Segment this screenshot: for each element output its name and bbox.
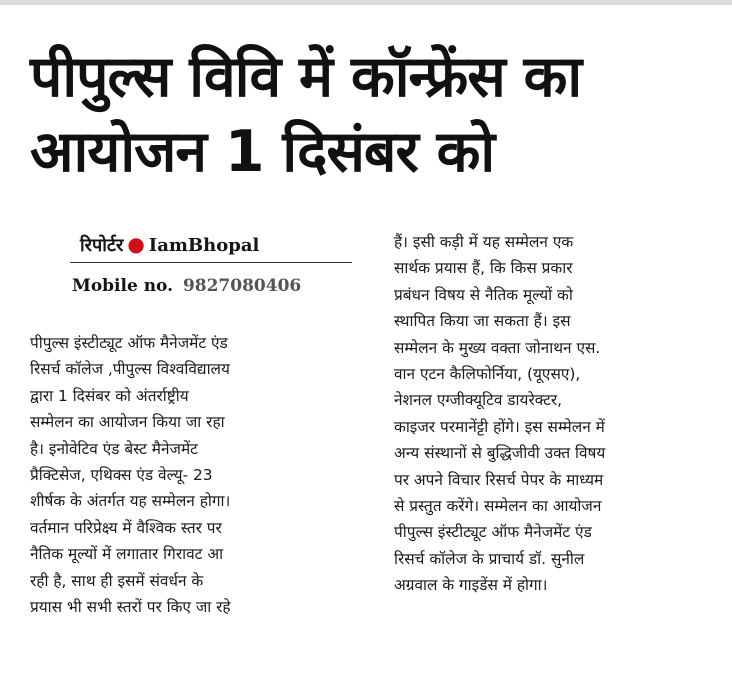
page-top-border: [0, 0, 732, 5]
text-line: शीर्षक के अंतर्गत यह सम्मेलन होगा।: [30, 492, 231, 511]
text-line: सार्थक प्रयास हैं, कि किस प्रकार: [394, 259, 573, 278]
text-line: वर्तमान परिप्रेक्ष्य में वैश्विक स्तर पर: [30, 518, 222, 537]
text-line: प्रैक्टिसेज, एथिक्स एंड वेल्यू- 23: [30, 466, 213, 485]
headline-line-1: पीपुल्स विवि में कॉन्फ्रेंस का: [30, 44, 582, 110]
headline: [30, 40, 720, 190]
byline: [80, 232, 365, 257]
text-line: काइजर परमानेंट्टी होंगे। इस सम्मेलन में: [394, 417, 605, 436]
text-line: प्रबंधन विषय से नैतिक मूल्यों को: [394, 285, 573, 304]
mobile-contact: [72, 276, 301, 296]
byline-divider: [70, 262, 352, 263]
text-line: सम्मेलन का आयोजन किया जा रहा: [30, 413, 225, 432]
text-line: है। इनोवेटिव एंड बेस्ट मैनेजमेंट: [30, 439, 198, 458]
mobile-number: 9827080406: [182, 276, 302, 296]
text-line: स्थापित किया जा सकता हैं। इस: [394, 312, 571, 331]
text-line: रिसर्च कॉलेज ,पीपुल्स विश्वविद्यालय: [30, 360, 230, 379]
text-line: वान एटन कैलिफोर्निया, (यूएसए),: [394, 365, 581, 384]
text-line: हैं। इसी कड़ी में यह सम्मेलन एक: [394, 233, 574, 251]
text-line: रिसर्च कॉलेज के प्राचार्य डॉ. सुनील: [394, 549, 585, 568]
mobile-label: Mobile no.: [72, 276, 174, 296]
text-line: नैतिक मूल्यों में लगातार गिरावट आ: [30, 545, 224, 564]
text-line: अन्य संस्थानों से बुद्धिजीवी उक्त विषय: [394, 444, 606, 463]
article-column-1: [30, 330, 360, 620]
byline-name: IamBhopal: [148, 235, 260, 256]
text-line: पीपुल्स इंस्टीट्यूट ऑफ मैनेजमेंट एंड: [30, 334, 228, 352]
text-line: रही है, साथ ही इसमें संवर्धन के: [30, 571, 204, 590]
byline-label: रिपोर्टर: [80, 235, 124, 256]
text-line: पर अपने विचार रिसर्च पेपर के माध्यम: [394, 470, 604, 489]
text-line: प्रयास भी सभी स्तरों पर किए जा रहे: [30, 598, 231, 617]
text-line: से प्रस्तुत करेंगे। सम्मेलन का आयोजन: [394, 497, 602, 516]
text-line: सम्मेलन के मुख्य वक्ता जोनाथन एस.: [394, 338, 601, 357]
text-line: नेशनल एग्जीक्यूटिव डायरेक्टर,: [394, 391, 563, 410]
text-line: द्वारा 1 दिसंबर को अंतर्राष्ट्रीय: [30, 386, 189, 405]
bullet-dot-icon: ●: [127, 232, 145, 256]
article-column-2: [394, 229, 724, 599]
text-line: अग्रवाल के गाइडेंस में होगा।: [394, 576, 548, 595]
headline-line-2: आयोजन 1 दिसंबर को: [30, 119, 495, 185]
text-line: पीपुल्स इंस्टीट्यूट ऑफ मैनेजमेंट एंड: [394, 523, 592, 542]
